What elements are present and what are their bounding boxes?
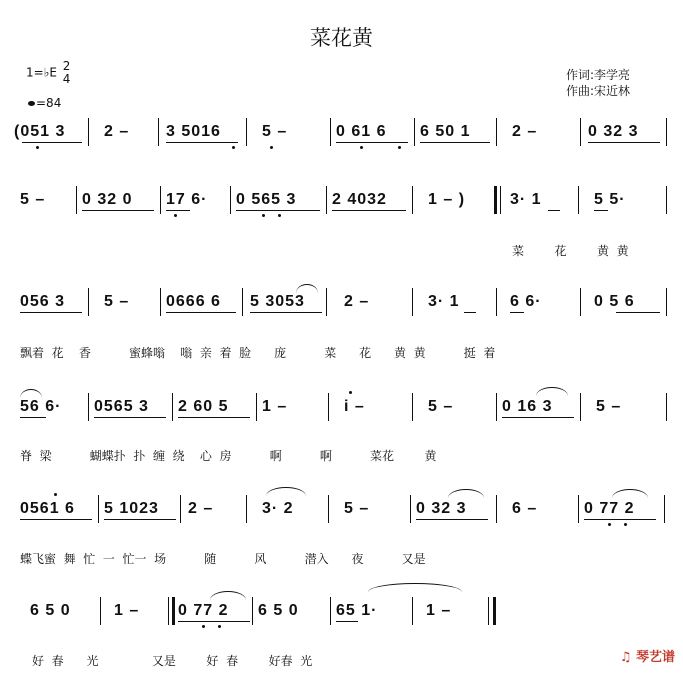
barline — [158, 118, 159, 146]
measure: 0 77 2 — [584, 500, 635, 517]
measure: 2 4032 — [332, 191, 387, 208]
beam-underline — [20, 417, 46, 418]
barline — [246, 118, 247, 146]
beam-underline — [594, 210, 608, 211]
measure: 3· 1 — [428, 293, 460, 310]
barline — [580, 393, 581, 421]
beam-underline — [166, 142, 238, 143]
beam-underline — [166, 312, 236, 313]
slur-arc — [296, 284, 318, 293]
beam-underline — [178, 417, 250, 418]
barline — [76, 186, 77, 214]
lyrics-text: 脊 梁 蝴蝶扑 扑 缠 绕 心 房 啊 啊 菜花 黄 — [20, 449, 437, 463]
upper-octave-dot — [349, 391, 352, 394]
beam-underline — [502, 417, 574, 418]
barline — [252, 597, 253, 625]
upper-octave-dot — [54, 493, 57, 496]
measure: 5 – — [344, 500, 370, 517]
barline — [496, 495, 497, 523]
composer-credit: 作曲:宋近林 — [566, 84, 631, 98]
lower-octave-dot — [398, 146, 401, 149]
measure: 0 77 2 — [178, 602, 229, 619]
lyrics-line — [0, 433, 683, 463]
beam-underline — [22, 142, 82, 143]
beam-underline — [616, 312, 660, 313]
barline — [412, 288, 413, 316]
lower-octave-dot — [624, 523, 627, 526]
barline — [88, 288, 89, 316]
barline — [412, 186, 413, 214]
barline — [88, 393, 89, 421]
slur-arc — [210, 591, 246, 600]
beam-underline — [464, 312, 476, 313]
staff-row-2 — [0, 186, 683, 214]
barline — [328, 393, 329, 421]
measure: 3· 1 — [510, 191, 542, 208]
beam-underline — [548, 210, 560, 211]
lyrics-text: 飘着 花 香 蜜蜂嗡 嗡 亲 着 脸 庞 菜 花 黄 黄 挺 着 — [20, 346, 496, 360]
beam-underline — [20, 312, 82, 313]
barline — [666, 118, 667, 146]
key-signature — [26, 60, 70, 86]
site-logo — [620, 646, 675, 665]
staff-row-3 — [0, 288, 683, 316]
barline — [496, 393, 497, 421]
beam-underline — [420, 142, 490, 143]
time-signature-top: 2 — [62, 59, 71, 73]
tempo-marking — [28, 96, 61, 110]
beam-underline — [332, 210, 406, 211]
barline — [168, 597, 169, 625]
measure: 0 32 3 — [416, 500, 467, 517]
lower-octave-dot — [262, 214, 265, 217]
barline — [326, 186, 327, 214]
beam-underline — [416, 519, 488, 520]
measure: 6 5 0 — [258, 602, 299, 619]
barline — [242, 288, 243, 316]
barline — [330, 118, 331, 146]
logo-text: 琴艺谱 — [635, 650, 675, 665]
staff-row-1 — [0, 118, 683, 146]
barline — [88, 118, 89, 146]
lower-octave-dot — [218, 625, 221, 628]
barline — [578, 186, 579, 214]
barline — [580, 288, 581, 316]
barline — [414, 118, 415, 146]
measure: 056 3 — [20, 293, 66, 310]
measure: 1 – ) — [428, 191, 466, 208]
beam-underline — [588, 142, 660, 143]
barline — [330, 597, 331, 625]
lyrics-text: 菜 花 黄 黄 — [512, 244, 629, 258]
beam-underline — [336, 621, 358, 622]
repeat-barline — [500, 186, 501, 214]
final-barline — [493, 597, 496, 625]
beam-underline — [82, 210, 154, 211]
lyrics-text: 好 春 光 又是 好 春 好春 光 — [32, 654, 313, 668]
barline — [256, 393, 257, 421]
barline — [328, 495, 329, 523]
measure: 17 6· — [166, 191, 208, 208]
barline — [666, 393, 667, 421]
barline — [160, 288, 161, 316]
barline — [496, 118, 497, 146]
time-signature-bottom: 4 — [62, 72, 71, 86]
measure: 0 5 6 — [594, 293, 635, 310]
barline — [98, 495, 99, 523]
repeat-barline — [494, 186, 497, 214]
barline — [666, 288, 667, 316]
beam-underline — [20, 519, 92, 520]
beam-underline — [236, 210, 320, 211]
lower-octave-dot — [174, 214, 177, 217]
measure: 2 – — [104, 123, 130, 140]
measure: 5 1023 — [104, 500, 159, 517]
lyrics-line — [0, 330, 683, 360]
measure: 0565 3 — [94, 398, 149, 415]
barline — [578, 495, 579, 523]
measure: 5 – — [104, 293, 130, 310]
logo-icon: ♫ — [619, 650, 632, 665]
measure: 3· 2 — [262, 500, 294, 517]
measure: 5 – — [596, 398, 622, 415]
measure: i – — [344, 398, 365, 415]
beam-underline — [336, 142, 408, 143]
measure: 6 5 0 — [30, 602, 71, 619]
staff-row-6 — [0, 597, 683, 625]
measure: 5 3053 — [250, 293, 305, 310]
barline — [664, 495, 665, 523]
song-title: 菜花黄 — [310, 26, 373, 50]
slur-arc — [20, 389, 42, 398]
lower-octave-dot — [36, 146, 39, 149]
quarter-note-icon — [28, 101, 35, 106]
beam-underline — [104, 519, 176, 520]
measure: 1 – — [426, 602, 452, 619]
measure: 2 – — [344, 293, 370, 310]
lower-octave-dot — [232, 146, 235, 149]
measure: 65 1· — [336, 602, 378, 619]
slur-arc — [368, 583, 462, 592]
lyrics-text: 蝶飞蜜 舞 忙 一 忙一 场 随 风 潜入 夜 又是 — [20, 552, 426, 566]
measure: 5 – — [428, 398, 454, 415]
lower-octave-dot — [202, 625, 205, 628]
measure: 2 60 5 — [178, 398, 229, 415]
staff-row-5 — [0, 495, 683, 523]
barline — [410, 495, 411, 523]
key-label: 1=♭E — [26, 65, 57, 80]
measure: 3 5016 — [166, 123, 221, 140]
barline — [580, 118, 581, 146]
measure: 0666 6 — [166, 293, 221, 310]
beam-underline — [178, 621, 250, 622]
beam-underline — [250, 312, 322, 313]
measure: 0 565 3 — [236, 191, 297, 208]
slur-arc — [536, 387, 568, 396]
measure: 5 – — [20, 191, 46, 208]
measure: 1 – — [114, 602, 140, 619]
measure: 6 – — [512, 500, 538, 517]
measure: 5 – — [262, 123, 288, 140]
final-barline — [488, 597, 489, 625]
lower-octave-dot — [608, 523, 611, 526]
lyrics-line — [0, 228, 683, 258]
lyrics-line — [0, 536, 683, 566]
measure: 0 16 3 — [502, 398, 553, 415]
repeat-barline — [172, 597, 175, 625]
beam-underline — [166, 210, 190, 211]
beam-underline — [510, 312, 524, 313]
measure: 6 50 1 — [420, 123, 471, 140]
barline — [666, 186, 667, 214]
lower-octave-dot — [278, 214, 281, 217]
slur-arc — [612, 489, 648, 498]
barline — [496, 288, 497, 316]
slur-arc — [266, 487, 306, 496]
barline — [412, 597, 413, 625]
lyricist-credit: 作词:李学亮 — [566, 68, 631, 82]
barline — [160, 186, 161, 214]
measure: (051 3 — [14, 123, 66, 140]
barline — [172, 393, 173, 421]
time-signature — [63, 60, 71, 86]
beam-underline — [94, 417, 166, 418]
measure: 0 32 3 — [588, 123, 639, 140]
barline — [326, 288, 327, 316]
measure: 5 5· — [594, 191, 626, 208]
slur-arc — [448, 489, 484, 498]
barline — [246, 495, 247, 523]
barline — [100, 597, 101, 625]
beam-underline — [584, 519, 656, 520]
measure: 6 6· — [510, 293, 542, 310]
barline — [412, 393, 413, 421]
tempo-value: =84 — [36, 96, 62, 110]
barline — [230, 186, 231, 214]
measure: 2 – — [512, 123, 538, 140]
barline — [180, 495, 181, 523]
measure: 0 61 6 — [336, 123, 387, 140]
measure: 0 32 0 — [82, 191, 133, 208]
lower-octave-dot — [270, 146, 273, 149]
measure: 0561 6 — [20, 500, 75, 517]
measure: 1 – — [262, 398, 288, 415]
measure: 2 – — [188, 500, 214, 517]
measure: 56 6· — [20, 398, 62, 415]
staff-row-4 — [0, 393, 683, 421]
lower-octave-dot — [360, 146, 363, 149]
